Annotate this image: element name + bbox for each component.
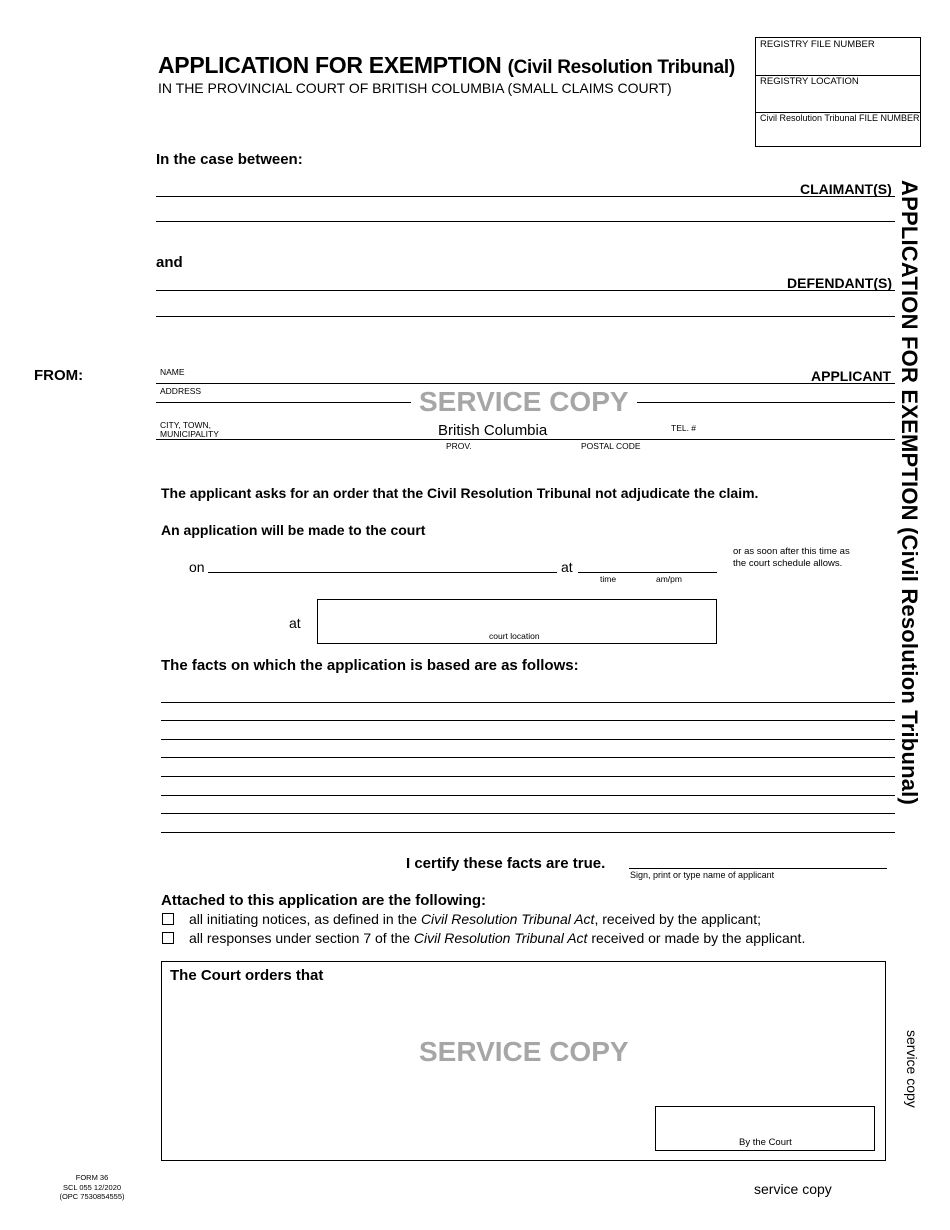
attachment-item-1-post: , received by the applicant; bbox=[594, 911, 761, 927]
at-time-label: at bbox=[561, 559, 573, 575]
postal-code-label: POSTAL CODE bbox=[581, 441, 641, 451]
facts-line-5[interactable] bbox=[161, 776, 895, 777]
hearing-intro: An application will be made to the court bbox=[161, 522, 426, 538]
initiating-notices-checkbox[interactable] bbox=[162, 913, 174, 925]
certify-text: I certify these facts are true. bbox=[406, 855, 606, 872]
attachment-item-2-post: received or made by the applicant. bbox=[587, 930, 806, 946]
name-label: NAME bbox=[160, 367, 185, 377]
form-number-line2: SCL 055 12/2020 bbox=[62, 1182, 122, 1192]
hearing-time-line[interactable] bbox=[578, 572, 717, 573]
address-label: ADDRESS bbox=[160, 386, 202, 396]
form-title-sub: (Civil Resolution Tribunal) bbox=[507, 57, 735, 78]
defendants-label: DEFENDANT(S) bbox=[787, 275, 892, 291]
vertical-service-copy: service copy bbox=[904, 1030, 920, 1108]
facts-line-3[interactable] bbox=[161, 739, 895, 740]
and-label: and bbox=[156, 254, 183, 271]
form-number-block bbox=[44, 1173, 140, 1202]
by-the-court-label: By the Court bbox=[739, 1137, 792, 1148]
facts-line-6[interactable] bbox=[161, 795, 895, 796]
case-between-label: In the case between: bbox=[156, 151, 303, 168]
prov-label: PROV. bbox=[446, 441, 472, 451]
facts-line-4[interactable] bbox=[161, 757, 895, 758]
city-label-line2: MUNICIPALITY bbox=[160, 429, 219, 439]
service-copy-watermark-bottom: SERVICE COPY bbox=[411, 1036, 637, 1068]
facts-line-1[interactable] bbox=[161, 702, 895, 703]
registry-file-number-field[interactable]: REGISTRY FILE NUMBER bbox=[760, 39, 875, 50]
form-title-main: APPLICATION FOR EXEMPTION bbox=[158, 52, 502, 78]
claimants-label: CLAIMANT(S) bbox=[800, 181, 892, 197]
attachment-item-2-pre: all responses under section 7 of the bbox=[189, 930, 414, 946]
signature-label: Sign, print or type name of applicant bbox=[630, 870, 775, 880]
court-location-label: court location bbox=[489, 631, 540, 641]
attachment-item-2 bbox=[189, 930, 805, 946]
registry-box bbox=[755, 37, 921, 147]
hearing-date-line[interactable] bbox=[208, 572, 557, 573]
attachment-item-1-pre: all initiating notices, as defined in the bbox=[189, 911, 421, 927]
order-request-text: The applicant asks for an order that the Civil Resolution Tribunal not adjudicate the claim. bbox=[161, 485, 759, 501]
court-subtitle: IN THE PROVINCIAL COURT OF BRITISH COLUMBIA (SMALL CLAIMS COURT) bbox=[158, 80, 672, 96]
attachments-heading: Attached to this application are the following: bbox=[161, 892, 487, 909]
city-label bbox=[160, 421, 219, 439]
facts-line-8[interactable] bbox=[161, 832, 895, 833]
facts-line-7[interactable] bbox=[161, 813, 895, 814]
vertical-form-title: APPLICATION FOR EXEMPTION (Civil Resolution Tribunal) bbox=[897, 180, 922, 805]
registry-location-field[interactable]: REGISTRY LOCATION bbox=[760, 76, 859, 87]
court-order-heading: The Court orders that bbox=[170, 967, 324, 984]
tel-label: TEL. # bbox=[671, 423, 697, 433]
asap-note-line2: the court schedule allows. bbox=[733, 558, 843, 569]
ampm-label: am/pm bbox=[656, 574, 682, 584]
applicant-city-line[interactable] bbox=[156, 439, 895, 440]
form-number-line3: (OPC 7530854555) bbox=[59, 1192, 125, 1201]
asap-note bbox=[733, 546, 850, 570]
city-label-line1: CITY, TOWN, bbox=[160, 420, 212, 430]
time-label: time bbox=[600, 574, 617, 584]
form-number-line1: FORM 36 bbox=[75, 1173, 109, 1182]
applicant-label: APPLICANT bbox=[811, 368, 892, 384]
from-label: FROM: bbox=[34, 367, 84, 384]
crt-file-number-field[interactable]: Civil Resolution Tribunal FILE NUMBER bbox=[760, 113, 920, 123]
form-title bbox=[158, 52, 735, 79]
responses-checkbox[interactable] bbox=[162, 932, 174, 944]
signature-line[interactable] bbox=[629, 868, 887, 869]
claimant-line-1[interactable] bbox=[156, 196, 895, 197]
asap-note-line1: or as soon after this time as bbox=[733, 546, 850, 557]
on-label: on bbox=[189, 559, 205, 575]
defendant-line-1[interactable] bbox=[156, 290, 895, 291]
service-copy-watermark-top: SERVICE COPY bbox=[411, 386, 637, 418]
at-location-label: at bbox=[289, 615, 301, 631]
province-value: British Columbia bbox=[438, 422, 548, 439]
attachment-item-1 bbox=[189, 911, 761, 927]
facts-heading: The facts on which the application is based are as follows: bbox=[161, 657, 579, 674]
attachment-item-2-act: Civil Resolution Tribunal Act bbox=[413, 930, 588, 946]
footer-service-copy: service copy bbox=[754, 1181, 832, 1197]
defendant-line-2[interactable] bbox=[156, 316, 895, 317]
claimant-line-2[interactable] bbox=[156, 221, 895, 222]
facts-line-2[interactable] bbox=[161, 720, 895, 721]
applicant-name-line[interactable] bbox=[156, 383, 895, 384]
attachment-item-1-act: Civil Resolution Tribunal Act bbox=[420, 911, 595, 927]
